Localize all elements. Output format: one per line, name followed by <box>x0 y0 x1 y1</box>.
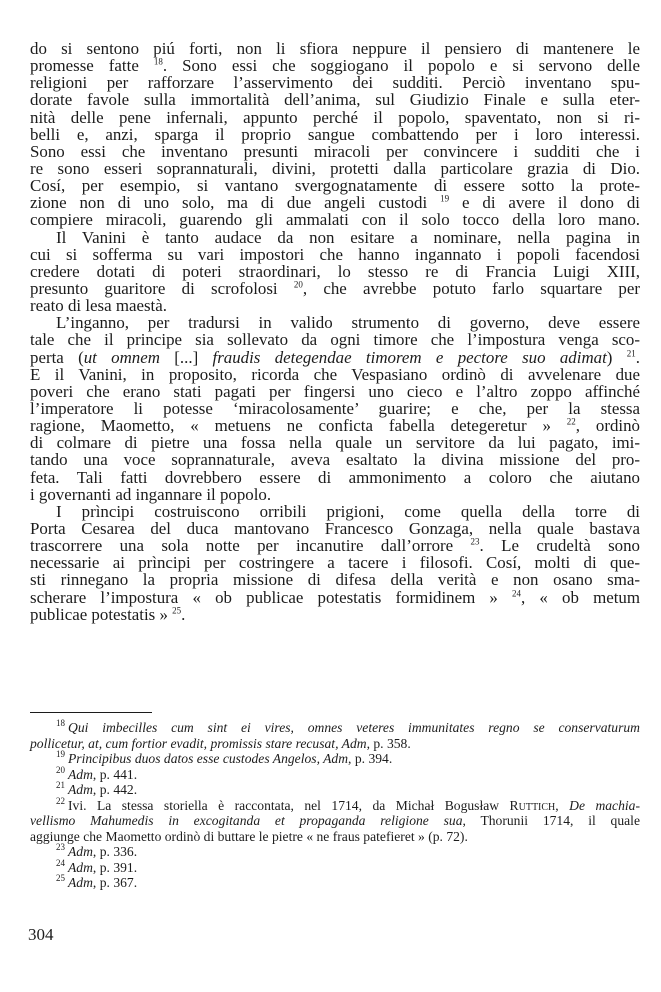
text-segment: e di avere il dono di <box>449 193 641 213</box>
footnote-ref <box>294 279 303 298</box>
text-line <box>30 366 640 383</box>
text-line <box>30 194 640 211</box>
footnote-line <box>30 782 640 798</box>
footnote-ref <box>154 56 163 75</box>
text-segment: . <box>635 347 640 367</box>
text-segment: compiere miracoli, guarendo gli ammalati con il solo tocco della loro mano. <box>30 210 640 230</box>
text-segment: , p. 391. <box>92 859 138 875</box>
italic-text: fraudis detegendae timorem e pectore suo adimat <box>212 347 607 367</box>
footnote-ref <box>567 416 576 435</box>
text-line <box>30 589 640 606</box>
text-segment: tale che il principe sia sollevato da ogni timore che l’impostura venga sco- <box>30 330 640 350</box>
footnote-number: 25 <box>56 873 65 884</box>
text-segment: feta. Tali fatti dovrebbero essere di ammonimento a coloro che aiutano <box>30 467 640 487</box>
text-line <box>30 400 640 417</box>
footnote-ref-number: 21 <box>626 347 636 358</box>
footnote-number: 23 <box>56 842 65 853</box>
text-line <box>30 331 640 348</box>
italic-text: ut omnem <box>83 347 160 367</box>
text-segment: do si sentono piú forti, non li sfiora neppure il pensiero di mantenere le <box>30 39 640 58</box>
text-segment: scherare l’impostura « ob publicae potestatis formidinem » <box>30 587 513 607</box>
text-segment: dorate favole sulla immortalità dell’anima, sul Giudizio Finale e sulla eter- <box>30 90 640 110</box>
text-line <box>30 109 640 126</box>
text-segment: promesse fatte <box>30 56 154 76</box>
footnote-ref <box>440 193 449 212</box>
text-line <box>30 177 640 194</box>
footnote-number: 24 <box>56 857 65 868</box>
text-segment: L’inganno, per tradursi in valido strumento di governo, deve essere <box>56 313 640 333</box>
text-line <box>30 349 640 366</box>
footnote-ref <box>471 536 480 555</box>
text-segment: I prìncipi costruiscono orribili prigioni, come quella della torre di <box>56 501 640 521</box>
text-line <box>30 314 640 331</box>
text-segment: Cosí, per esempio, si vantano svergognatamente di essere sotto la prote- <box>30 176 640 196</box>
footnote-number: 21 <box>56 780 65 791</box>
text-segment: perta ( <box>30 347 84 367</box>
text-line <box>30 469 640 486</box>
italic-text: Adm <box>68 844 93 859</box>
footnote-number: 18 <box>56 718 65 729</box>
italic-text: vellismo Mahumedis in excogitanda et propaganda religione sua <box>30 813 463 828</box>
text-line <box>30 571 640 588</box>
text-line <box>30 74 640 91</box>
italic-text: Qui imbecilles cum sint ei vires, omnes veteres immunitates regno se conservaturum <box>68 720 640 735</box>
text-segment: tando una voce soprannaturale, aveva esaltato la divina missione del pro- <box>30 450 640 470</box>
text-segment: , p. 367. <box>92 875 138 890</box>
footnote-line <box>30 751 640 767</box>
footnote-line <box>30 813 640 829</box>
page-number: 304 <box>28 925 54 944</box>
text-segment: reato di lesa maestà. <box>30 296 167 316</box>
footnote-ref-number: 22 <box>566 416 576 427</box>
footnote-number: 19 <box>56 749 65 760</box>
text-segment: , p. 442. <box>92 782 138 797</box>
text-segment: sti rinnegano la propria missione di difesa della verità e non osano sma- <box>30 570 640 590</box>
footnote-ref-number: 19 <box>440 193 450 204</box>
footnote-ref-number: 23 <box>470 536 480 547</box>
text-line <box>30 417 640 434</box>
text-segment: ragione, Maometto, « metuens ne conficta fabella detegeretur » <box>30 416 567 436</box>
text-line <box>30 143 640 160</box>
text-line <box>30 263 640 280</box>
text-segment: l’imperatore li potesse ‘miracolosamente’ guarire; e che, per la stessa <box>30 398 640 418</box>
text-line <box>30 606 640 623</box>
text-segment: zione non di uno solo, ma di due angeli custodi <box>30 193 441 213</box>
footnote-line <box>30 875 640 891</box>
text-segment: , Thorunii 1714, il quale <box>462 813 640 828</box>
text-line <box>30 297 640 314</box>
italic-text: Adm <box>68 875 93 890</box>
text-segment: . Le crudeltà sono <box>479 536 641 556</box>
text-segment: , che avrebbe potuto farlo squartare per <box>302 278 641 298</box>
footnote-ref <box>512 588 521 607</box>
text-segment: , <box>555 797 570 813</box>
text-segment: credere dotati di poteri straordinari, lo stesso re di Francia Luigi XIII, <box>30 261 640 281</box>
text-segment: , « ob metum <box>521 587 640 607</box>
footnote-ref <box>627 348 636 367</box>
text-segment: aggiunge che Maometto ordinò di buttare le pietre « ne fraus patefieret » (p. 72). <box>30 828 468 844</box>
footnote-line <box>30 857 640 876</box>
italic-text: Adm <box>68 859 93 875</box>
text-line <box>30 486 640 503</box>
text-line <box>30 434 640 451</box>
footnote-ref <box>172 605 181 624</box>
footnotes <box>30 720 640 891</box>
italic-text: Adm <box>68 782 93 797</box>
text-segment: publicae potestatis » <box>30 604 173 624</box>
text-line <box>30 451 640 468</box>
text-segment: . Sono essi che soggiogano il popolo e si servono delle <box>162 56 641 76</box>
footnote-number: 20 <box>56 764 65 775</box>
footnote-line <box>30 720 640 736</box>
text-line <box>30 537 640 554</box>
footnote-ref-number: 25 <box>172 605 182 616</box>
text-line <box>30 57 640 74</box>
footnote-line <box>30 844 640 860</box>
footnote-line <box>30 795 640 814</box>
italic-text: Adm <box>68 766 93 782</box>
text-line <box>30 229 640 246</box>
text-line <box>30 126 640 143</box>
text-segment: belli e, anzi, sparga il proprio sangue combattendo per i loro interessi. <box>30 124 640 144</box>
footnote-separator <box>30 712 152 713</box>
text-line <box>30 554 640 571</box>
text-segment: necessarie ai prìncipi per costringere a tacere i filosofi. Cosí, molti di que- <box>30 553 640 573</box>
text-segment: . <box>181 604 186 624</box>
text-segment: religioni per rafforzare l’asservimento dei sudditi. Perciò inventano spu- <box>30 73 640 93</box>
text-line <box>30 280 640 297</box>
text-segment: Porta Cesarea del duca mantovano Francesco Gonzaga, nella quale bastava <box>30 518 640 538</box>
text-segment: trascorrere una sola notte per incanutire dall’orrore <box>30 536 471 556</box>
footnote-ref-number: 24 <box>512 587 522 598</box>
text-line <box>30 246 640 263</box>
text-segment: presunto guaritore di scrofolosi <box>30 278 294 298</box>
text-segment: E il Vanini, in proposito, ricorda che Vespasiano ordinò di avvelenare due <box>30 364 640 384</box>
footnote-line <box>30 764 640 783</box>
text-segment: Il Vanini è tanto audace da non esitare a nominare, nella pagina in <box>56 227 640 247</box>
text-line <box>30 40 640 57</box>
italic-text: Principibus duos datos esse custodes Angelos, Adm <box>68 751 349 766</box>
text-segment: , p. 441. <box>92 766 138 782</box>
text-line <box>30 160 640 177</box>
text-segment: , p. 394. <box>348 751 393 766</box>
italic-text: pollicetur, at, cum fortior evadit, promissis stare recusat, Adm <box>30 735 367 751</box>
author-name: Ruttich <box>509 797 556 813</box>
italic-text: De machia- <box>569 797 640 813</box>
text-line <box>30 91 640 108</box>
text-segment: Sono essi che inventano presunti miracoli per convincere i sudditi che i <box>30 141 640 161</box>
text-segment: Ivi. La stessa storiella è raccontata, nel 1714, da Michał Bogusław <box>68 797 510 813</box>
text-segment: ) <box>606 347 627 367</box>
text-segment: , ordinò <box>575 416 640 436</box>
footnote-line <box>30 829 640 845</box>
text-segment: di colmare di pietre una fossa nella quale un servitore da lui pagato, imi- <box>30 433 640 453</box>
main-text <box>30 40 640 623</box>
text-segment: poveri che erano stati pagati per fingersi uno cieco e l’altro zoppo affinché <box>30 381 640 401</box>
footnote-number: 22 <box>56 795 65 806</box>
text-segment: cui si sofferma su vari impostori che hanno ingannato i popoli facendosi <box>30 244 640 264</box>
text-segment: nità delle pene infernali, appunto perché il popolo, spaventato, non si ri- <box>30 107 640 127</box>
text-line <box>30 520 640 537</box>
text-line <box>30 383 640 400</box>
text-segment: [...] <box>159 347 213 367</box>
footnote-ref-number: 18 <box>153 56 163 67</box>
text-segment: , p. 358. <box>366 735 411 751</box>
text-line <box>30 211 640 228</box>
text-line <box>30 503 640 520</box>
text-segment: i governanti ad ingannare il popolo. <box>30 484 272 504</box>
footnote-ref-number: 20 <box>293 279 303 290</box>
text-segment: , p. 336. <box>92 844 138 859</box>
footnote-line <box>30 736 640 752</box>
text-segment: re sono esseri soprannaturali, divini, protetti dalla particolare grazia di Dio. <box>30 158 640 178</box>
